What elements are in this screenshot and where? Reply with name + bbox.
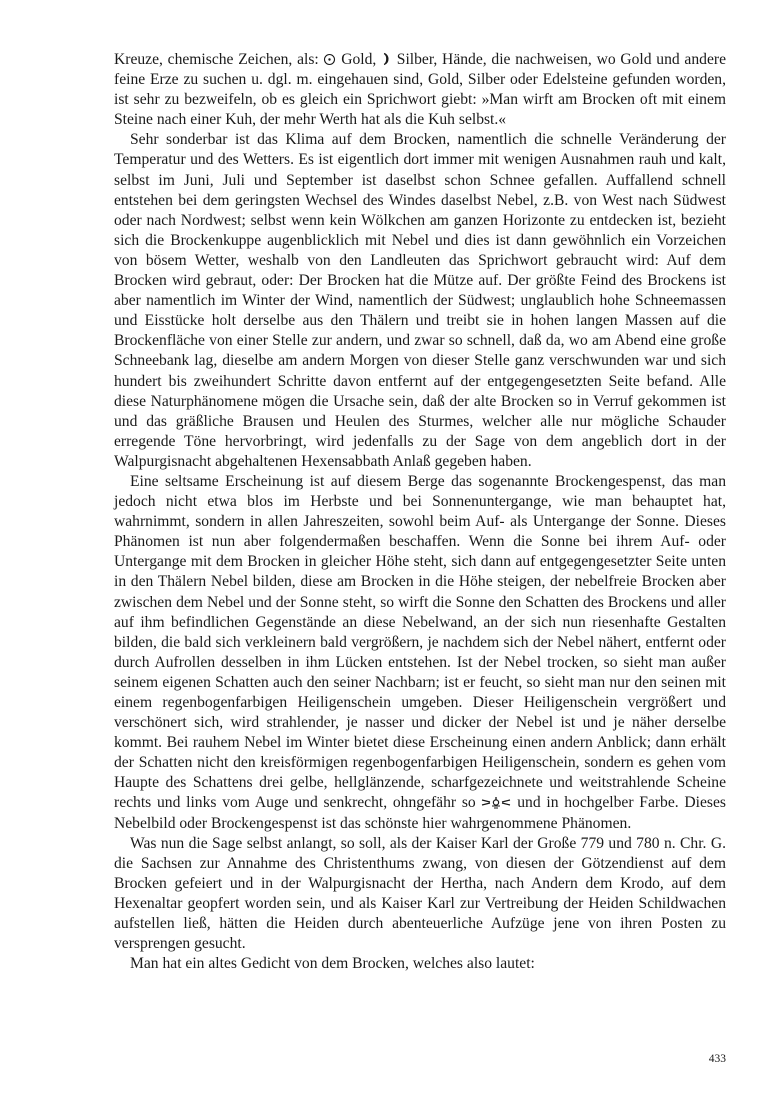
paragraph-text: Gold,	[336, 51, 382, 68]
paragraph	[114, 954, 726, 974]
moon-silver-symbol-icon	[381, 51, 392, 68]
rays-figure-icon	[481, 794, 511, 811]
paragraph	[114, 472, 726, 834]
paragraph-text: Silber, Hände, die nachweisen, wo Gold und andere feine Erze zu suchen u. dgl. m. eingehauen sind, Gold, Silber oder Edelsteine gefunden worden, ist sehr zu bezweifeln, ob es gleich ein Sprichwort giebt: »Man wirft am Brocken oft mit einem Steine nach einer Kuh, der mehr Werth hat als die Kuh selbst.«	[114, 51, 726, 129]
paragraph-text: und in hochgelber Farbe. Dieses Nebelbild oder Brockengespenst ist das schönste hier wahrgenommene Phänomen.	[114, 794, 726, 832]
sun-gold-symbol-icon	[323, 51, 336, 68]
paragraph	[114, 50, 726, 130]
page-body	[114, 50, 726, 974]
paragraph-text: Eine seltsame Erscheinung ist auf diesem Berge das sogenannte Brockengespenst, das man jedoch nicht etwa blos im Herbste und bei Sonnenuntergange, wie man behauptet hat, wahrnimmt, sondern in allen Jahreszeiten, sowohl beim Auf- als Untergange der Sonne. Dieses Phänomen ist nun aber folgendermaßen beschaffen. Wenn die Sonne bei ihrem Auf- oder Untergange mit dem Brocken in gleicher Höhe steht, sich dann auf entgegengesetzter Seite unten in den Thälern Nebel bilden, diese am Brocken in die Höhe steigen, der nebelfreie Brocken aber zwischen dem Nebel und der Sonne steht, so wirft die Sonne den Schatten des Brockens und aller auf ihm befindlichen Gegenstände an diese Nebelwand, an der sich nun riesenhafte Gestalten bilden, die bald sich verkleinern bald vergrößern, je nachdem sich der Nebel nähert, entfernt oder durch Aufrollen desselben in ihm Lücken entstehen. Ist der Nebel trocken, so sieht man außer seinem eigenen Schatten auch den seiner Nachbarn; ist er feucht, so sieht man nur den seinen mit einem regenbogenfarbigen Heiligenschein umgeben. Dieser Heiligenschein vergrößert und verschönert sich, wird strahlender, je nasser und dicker der Nebel ist und je näher derselbe kommt. Bei rauhem Nebel im Winter bietet diese Erscheinung einen andern Anblick; dann erhält der Schatten nicht den kreisförmigen regenbogenfarbigen Heiligenschein, sondern es gehen vom Haupte des Schattens drei gelbe, hellglänzende, scharfgezeichnete und weitstrahlende Scheine rechts und links vom Auge und senkrecht, ohngefähr so	[114, 472, 726, 812]
paragraph-text: Sehr sonderbar ist das Klima auf dem Brocken, namentlich die schnelle Veränderung der Temperatur und des Wetters. Es ist eigentlich dort immer mit wenigen Ausnahmen rauh und kalt, selbst im Juni, Juli und September ist daselbst schon Schnee gefallen. Auffallend schnell entstehen bei dem geringsten Wechsel des Windes daselbst Nebel, z.B. von West nach Südwest oder nach Nordwest; selbst wenn kein Wölkchen am ganzen Horizonte zu entdecken ist, bezieht sich die Brockenkuppe augenblicklich mit Nebel und dies ist dann gewöhnlich ein Vorzeichen von bösem Wetter, weshalb von den Landleuten das Sprichwort gebraucht wird: Auf dem Brocken wird gebraut, oder: Der Brocken hat die Mütze auf. Der größte Feind des Brockens ist aber namentlich im Winter der Wind, namentlich der Südwest; unglaublich hohe Schneemassen und Eisstücke holt derselbe aus den Thälern und treibt sie in hohen langen Massen auf die Brockenfläche von einer Stelle zur andern, und zwar so schnell, daß da, wo am Abend eine große Schneebank lag, dieselbe am andern Morgen von dieser Stelle ganz verschwunden war und sich hundert bis zweihundert Schritte davon entfernt auf der entgegengesetzten Seite befand. Alle diese Naturphänomene mögen die Ursache sein, daß der alte Brocken so in Verruf gekommen ist und das gräßliche Brausen und Heulen des Sturmes, welcher alle nur mögliche Schauder erregende Töne hervorbringt, wird jedenfalls zu der Sage von dem angeblich dort in der Walpurgisnacht abgehaltenen Hexensabbath Anlaß gegeben haben.	[114, 131, 726, 470]
paragraph-text: Man hat ein altes Gedicht von dem Brocken, welches also lautet:	[130, 955, 535, 973]
paragraph	[114, 130, 726, 472]
page-number: 433	[708, 1053, 726, 1065]
paragraph	[114, 834, 726, 955]
paragraph-text: Kreuze, chemische Zeichen, als:	[114, 51, 324, 68]
paragraph-text: Was nun die Sage selbst anlangt, so soll, als der Kaiser Karl der Große 779 und 780 n. Chr. G. die Sachsen zur Annahme des Christenthums zwang, von diesen der Götzendienst auf dem Brocken gefeiert und in der Walpurgisnacht der Hertha, nach Andern dem Krodo, auf dem Hexenaltar geopfert worden sein, und als Kaiser Karl zur Vertreibung der Heiden Schildwachen aufstellen ließ, hätten die Heiden durch abenteuerliche Aufzüge jene von ihren Posten zu versprengen gesucht.	[114, 834, 726, 953]
